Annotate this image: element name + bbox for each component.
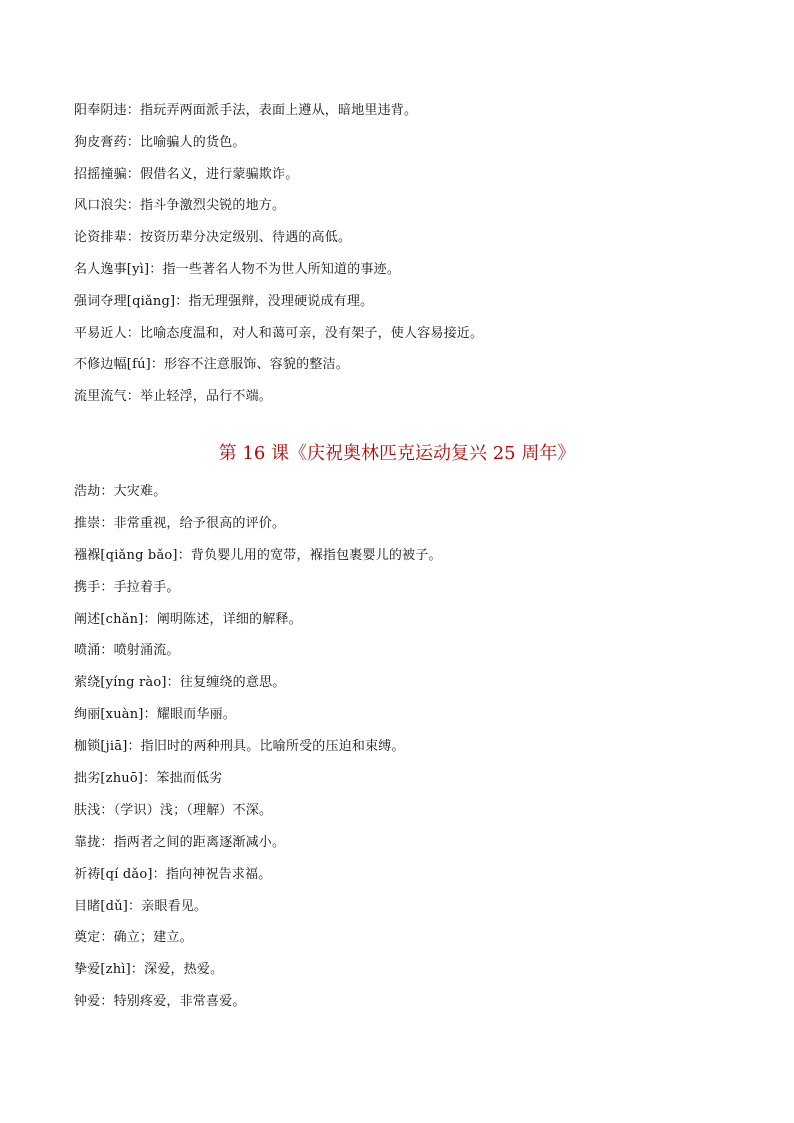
vocab-entry: 襁褓[qiǎng bǎo]：背负婴儿用的宽带，褓指包裹婴儿的被子。 bbox=[74, 547, 442, 563]
vocab-entry: 平易近人：比喻态度温和，对人和蔼可亲，没有架子，使人容易接近。 bbox=[74, 325, 484, 341]
vocab-entry: 浩劫：大灾难。 bbox=[74, 484, 167, 499]
vocab-entry: 钟爱：特别疼爱，非常喜爱。 bbox=[74, 994, 246, 1010]
vocab-entry: 不修边幅[fú]：形容不注意服饰、容貌的整洁。 bbox=[74, 357, 349, 373]
vocab-entry: 携手：手拉着手。 bbox=[74, 579, 180, 595]
vocab-entry: 名人逸事[yì]：指一些著名人物不为世人所知道的事迹。 bbox=[74, 261, 401, 277]
vocab-entry: 狗皮膏药：比喻骗人的货色。 bbox=[74, 134, 246, 150]
vocab-entry: 风口浪尖：指斗争激烈尖锐的地方。 bbox=[74, 198, 286, 214]
vocab-entry: 目睹[dǔ]：亲眼看见。 bbox=[74, 898, 208, 914]
vocab-entry: 靠拢：指两者之间的距离逐渐减小。 bbox=[74, 834, 286, 850]
vocab-entry: 强词夺理[qiǎng]：指无理强辩，没理硬说成有理。 bbox=[74, 293, 374, 309]
vocab-entry: 论资排辈：按资历辈分决定级别、待遇的高低。 bbox=[74, 230, 352, 246]
vocab-entry: 招摇撞骗：假借名义，进行蒙骗欺诈。 bbox=[74, 166, 299, 182]
vocab-entry: 阐述[chǎn]：阐明陈述，详细的解释。 bbox=[74, 611, 302, 627]
vocab-entry: 拙劣[zhuō]：笨拙而低劣 bbox=[74, 771, 223, 787]
vocab-entry: 推崇：非常重视，给予很高的评价。 bbox=[74, 515, 286, 531]
vocab-entry: 绚丽[xuàn]：耀眼而华丽。 bbox=[74, 707, 236, 723]
vocab-entry: 枷锁[jiā]：指旧时的两种刑具。比喻所受的压迫和束缚。 bbox=[74, 739, 405, 755]
vocab-entry: 肤浅：（学识）浅；（理解）不深。 bbox=[74, 802, 273, 818]
vocab-entry: 萦绕[yíng rào]：往复缠绕的意思。 bbox=[74, 675, 286, 691]
vocab-entry: 流里流气：举止轻浮，品行不端。 bbox=[74, 389, 273, 405]
vocab-entry: 奠定：确立；建立。 bbox=[74, 930, 193, 946]
vocabulary-list-previous-lesson bbox=[74, 101, 734, 419]
lesson-title: 第 16 课《庆祝奥林匹克运动复兴 25 周年》 bbox=[218, 443, 576, 464]
vocab-entry: 喷涌：喷射涌流。 bbox=[74, 643, 180, 659]
vocabulary-list-lesson-16 bbox=[74, 482, 734, 1024]
vocab-entry: 挚爱[zhì]：深爱，热爱。 bbox=[74, 962, 224, 978]
vocab-entry: 阳奉阴违：指玩弄两面派手法，表面上遵从，暗地里违背。 bbox=[74, 103, 418, 118]
vocab-entry: 祈祷[qí dǎo]：指向神祝告求福。 bbox=[74, 866, 272, 882]
